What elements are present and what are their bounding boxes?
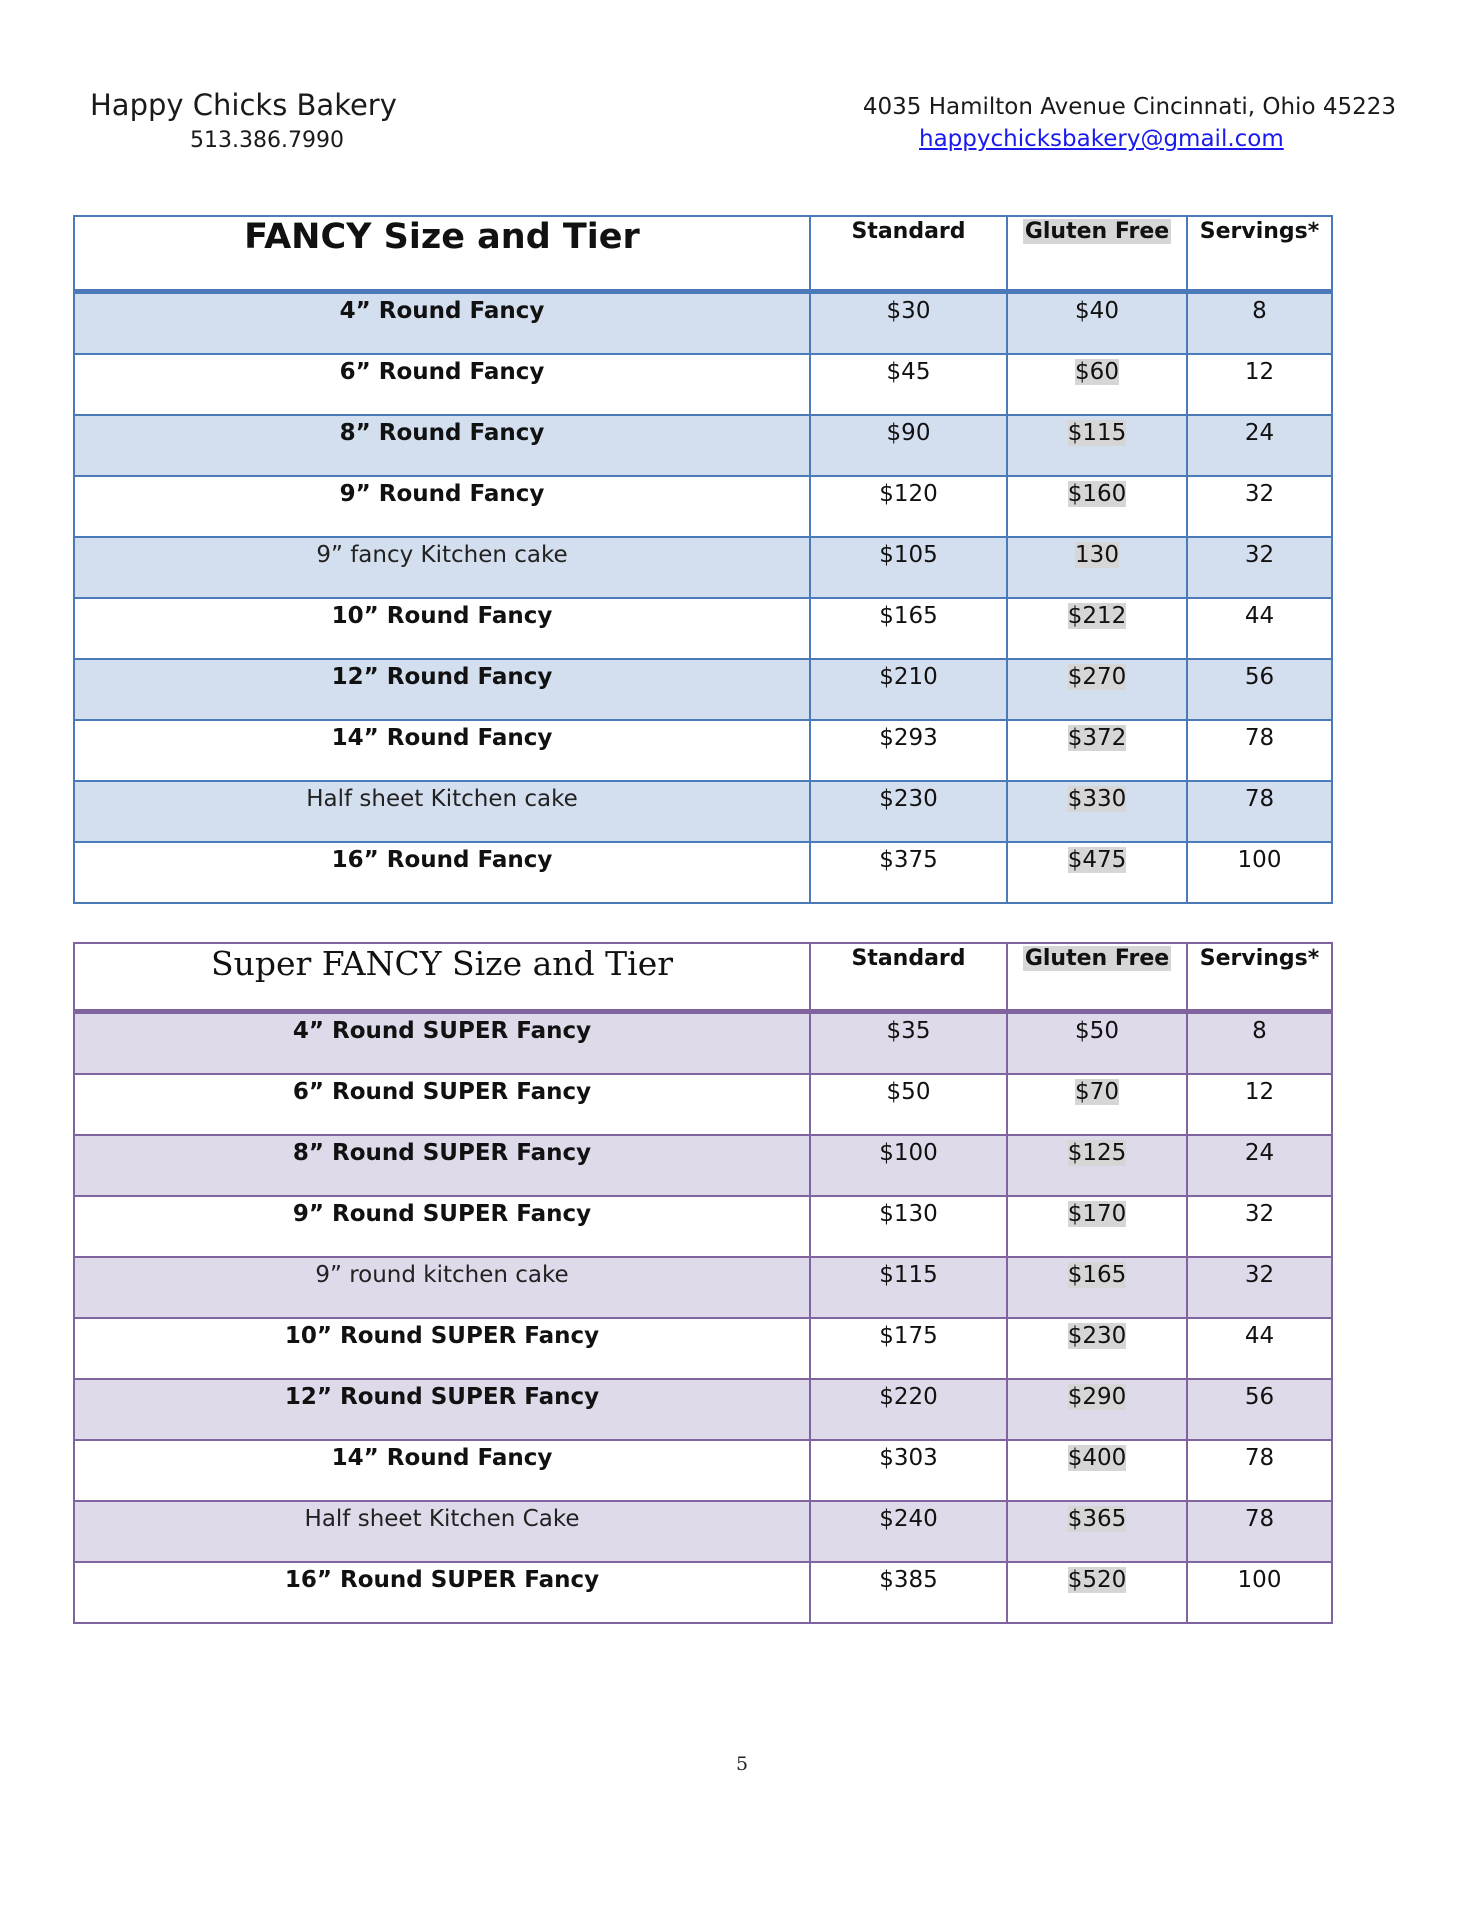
cake-size-name: 10” Round SUPER Fancy: [284, 1323, 600, 1349]
email-link[interactable]: happychicksbakery@gmail.com: [919, 126, 1284, 152]
gluten-free-header-cell: [1007, 943, 1187, 1012]
servings-count: 24: [1244, 420, 1275, 446]
gluten-free-price: $212: [1067, 603, 1127, 629]
table-row: [74, 1318, 1332, 1379]
servings-count: 32: [1244, 1262, 1275, 1288]
standard-price: $120: [879, 481, 938, 507]
gluten-free-price: $290: [1067, 1384, 1127, 1410]
gluten-free-price: $125: [1067, 1140, 1127, 1166]
servings-count: 44: [1244, 1323, 1275, 1349]
table-row: [74, 1440, 1332, 1501]
cake-size-name: 9” Round SUPER Fancy: [292, 1201, 592, 1227]
table-row: [74, 659, 1332, 720]
cake-size-name: 16” Round SUPER Fancy: [284, 1567, 600, 1593]
table-row: [74, 1562, 1332, 1623]
servings-count: 78: [1244, 1445, 1275, 1471]
cake-size-name: 12” Round SUPER Fancy: [284, 1384, 600, 1410]
standard-price: $100: [879, 1140, 938, 1166]
gluten-free-price: $365: [1067, 1506, 1127, 1532]
standard-price: $375: [879, 847, 938, 873]
servings-header-cell: [1187, 943, 1332, 1012]
cake-size-name: 4” Round SUPER Fancy: [292, 1018, 592, 1044]
cake-size-name: 9” fancy Kitchen cake: [316, 542, 568, 568]
standard-price: $230: [879, 786, 938, 812]
table-row: [74, 1257, 1332, 1318]
table-row: [74, 1196, 1332, 1257]
gluten-free-price: $60: [1075, 359, 1119, 385]
cake-size-name: 12” Round Fancy: [331, 664, 553, 690]
standard-price: $220: [879, 1384, 938, 1410]
gluten-free-price: $270: [1067, 664, 1127, 690]
standard-price: $50: [886, 1079, 931, 1105]
standard-header-cell: [810, 216, 1007, 292]
servings-count: 78: [1244, 1506, 1275, 1532]
cake-size-name: 6” Round Fancy: [339, 359, 545, 385]
cake-size-name: 8” Round SUPER Fancy: [292, 1140, 592, 1166]
table-row: [74, 1135, 1332, 1196]
standard-price: $115: [879, 1262, 938, 1288]
servings-count: 100: [1237, 847, 1282, 873]
servings-count: 12: [1244, 1079, 1275, 1105]
gluten-free-column-header: Gluten Free: [1024, 219, 1170, 244]
servings-column-header: Servings*: [1199, 219, 1320, 244]
standard-price: $130: [879, 1201, 938, 1227]
standard-price: $45: [886, 359, 931, 385]
servings-count: 8: [1252, 298, 1267, 324]
standard-price: $90: [886, 420, 931, 446]
servings-count: 12: [1244, 359, 1275, 385]
servings-header-cell: [1187, 216, 1332, 292]
table-row: [74, 292, 1332, 355]
gluten-free-column-header: Gluten Free: [1024, 946, 1170, 971]
servings-count: 32: [1244, 481, 1275, 507]
cake-size-name: 9” round kitchen cake: [315, 1262, 569, 1288]
cake-size-name: 14” Round Fancy: [331, 725, 553, 751]
gluten-free-price: 130: [1075, 542, 1119, 568]
gluten-free-price: $70: [1075, 1079, 1119, 1105]
gluten-free-price: $170: [1067, 1201, 1127, 1227]
servings-column-header: Servings*: [1199, 946, 1320, 971]
standard-column-header: Standard: [851, 946, 966, 971]
servings-count: 8: [1252, 1018, 1267, 1044]
cake-size-name: 14” Round Fancy: [331, 1445, 553, 1471]
table-row: [74, 415, 1332, 476]
super-fancy-table-title: Super FANCY Size and Tier: [210, 944, 674, 983]
gluten-free-price: $40: [1075, 298, 1119, 324]
table-row: [74, 1501, 1332, 1562]
gluten-free-price: $160: [1067, 481, 1127, 507]
table-header-row: [74, 943, 1332, 1012]
table-row: [74, 537, 1332, 598]
fancy-table-title: FANCY Size and Tier: [244, 217, 640, 257]
servings-count: 24: [1244, 1140, 1275, 1166]
servings-count: 56: [1244, 1384, 1275, 1410]
table-row: [74, 1379, 1332, 1440]
table-row: [74, 354, 1332, 415]
servings-count: 44: [1244, 603, 1275, 629]
servings-count: 78: [1244, 786, 1275, 812]
table-row: [74, 720, 1332, 781]
gluten-free-price: $475: [1067, 847, 1127, 873]
standard-price: $293: [879, 725, 938, 751]
cake-size-name: 10” Round Fancy: [331, 603, 553, 629]
cake-size-name: 8” Round Fancy: [339, 420, 545, 446]
table-row: [74, 476, 1332, 537]
table-row: [74, 1012, 1332, 1075]
cake-size-name: 9” Round Fancy: [339, 481, 545, 507]
standard-price: $105: [879, 542, 938, 568]
business-address: 4035 Hamilton Avenue Cincinnati, Ohio 45223: [862, 94, 1396, 120]
gluten-free-price: $165: [1067, 1262, 1127, 1288]
gluten-free-price: $520: [1067, 1567, 1127, 1593]
cake-size-name: Half sheet Kitchen cake: [306, 786, 578, 812]
business-phone: 513.386.7990: [190, 128, 344, 153]
fancy-price-table: [73, 215, 1333, 904]
servings-count: 32: [1244, 542, 1275, 568]
cake-size-name: Half sheet Kitchen Cake: [304, 1506, 580, 1532]
servings-count: 56: [1244, 664, 1275, 690]
gluten-free-price: $115: [1067, 420, 1127, 446]
standard-column-header: Standard: [851, 219, 966, 244]
standard-price: $303: [879, 1445, 938, 1471]
cake-size-name: 4” Round Fancy: [339, 298, 545, 324]
page-number: 5: [735, 1753, 749, 1775]
table-row: [74, 1074, 1332, 1135]
standard-price: $165: [879, 603, 938, 629]
cake-size-name: 16” Round Fancy: [331, 847, 553, 873]
cake-size-name: 6” Round SUPER Fancy: [292, 1079, 592, 1105]
standard-price: $385: [879, 1567, 938, 1593]
super-fancy-price-table: [73, 942, 1333, 1624]
table-row: [74, 781, 1332, 842]
gluten-free-price: $330: [1067, 786, 1127, 812]
servings-count: 78: [1244, 725, 1275, 751]
standard-price: $30: [886, 298, 931, 324]
gluten-free-price: $230: [1067, 1323, 1127, 1349]
table-row: [74, 598, 1332, 659]
table-title-cell: [74, 943, 810, 1012]
standard-price: $210: [879, 664, 938, 690]
standard-price: $240: [879, 1506, 938, 1532]
standard-price: $175: [879, 1323, 938, 1349]
gluten-free-price: $50: [1075, 1018, 1119, 1044]
table-header-row: [74, 216, 1332, 292]
servings-count: 32: [1244, 1201, 1275, 1227]
standard-price: $35: [886, 1018, 931, 1044]
standard-header-cell: [810, 943, 1007, 1012]
business-name: Happy Chicks Bakery: [90, 88, 397, 122]
gluten-free-header-cell: [1007, 216, 1187, 292]
gluten-free-price: $400: [1067, 1445, 1127, 1471]
gluten-free-price: $372: [1067, 725, 1127, 751]
table-row: [74, 842, 1332, 903]
servings-count: 100: [1237, 1567, 1282, 1593]
table-title-cell: [74, 216, 810, 292]
